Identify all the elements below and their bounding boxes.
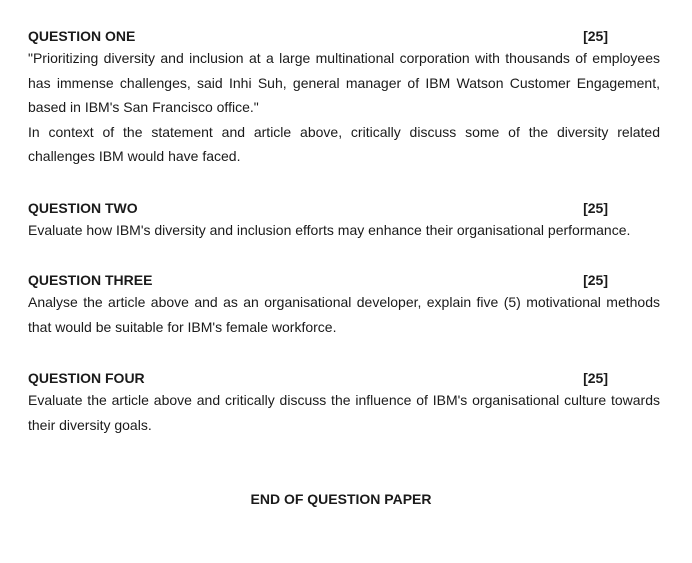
question-header [28, 368, 660, 388]
question-one [28, 26, 660, 198]
question-header [28, 26, 660, 46]
question-title: QUESTION ONE [28, 28, 136, 44]
question-body [28, 290, 660, 339]
question-quote: "Prioritizing diversity and inclusion at a large multinational corporation with thousands of employees has immense challenges, said Inhi Suh, general manager of IBM Watson Customer Engagement, based in IBM's San Francisco office." [28, 50, 660, 115]
question-body [28, 388, 660, 437]
question-instruction: Evaluate how IBM's diversity and inclusion efforts may enhance their organisational performance. [28, 222, 631, 238]
question-title: QUESTION FOUR [28, 370, 145, 386]
question-body [28, 218, 660, 243]
question-instruction: Analyse the article above and as an organisational developer, explain five (5) motivational methods that would be suitable for IBM's female workforce. [28, 294, 660, 335]
question-marks: [25] [583, 28, 608, 44]
question-marks: [25] [583, 272, 608, 288]
question-four [28, 368, 660, 440]
question-three [28, 270, 660, 368]
question-marks: [25] [583, 370, 608, 386]
question-body [28, 46, 660, 169]
question-header [28, 198, 660, 218]
question-paper [28, 26, 660, 440]
question-instruction: Evaluate the article above and critically discuss the influence of IBM's organisational culture towards their diversity goals. [28, 392, 660, 433]
question-title: QUESTION THREE [28, 272, 153, 288]
question-instruction: In context of the statement and article above, critically discuss some of the diversity related challenges IBM would have faced. [28, 123, 660, 164]
question-title: QUESTION TWO [28, 200, 138, 216]
end-of-paper-label: END OF QUESTION PAPER [250, 491, 432, 507]
question-marks: [25] [583, 200, 608, 216]
question-two [28, 198, 660, 270]
question-header [28, 270, 660, 290]
